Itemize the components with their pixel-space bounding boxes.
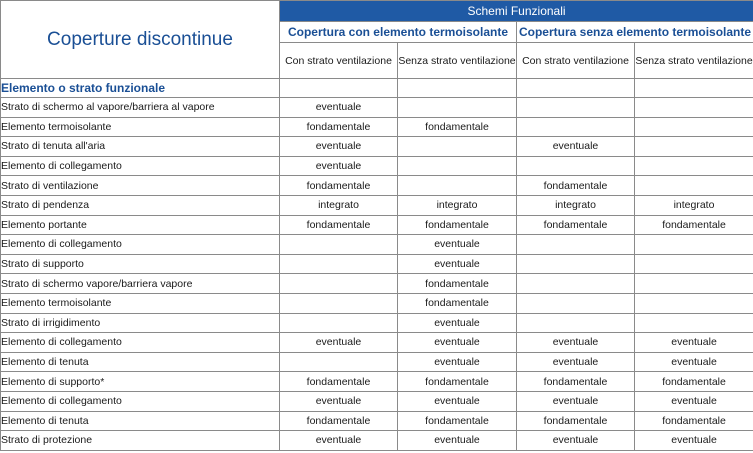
table-row bbox=[1, 372, 753, 392]
row-value-cell: eventuale bbox=[398, 352, 517, 372]
row-value-cell bbox=[398, 137, 517, 157]
row-value-cell: fondamentale bbox=[517, 372, 635, 392]
row-value-cell: integrato bbox=[517, 195, 635, 215]
row-value-cell: eventuale bbox=[398, 254, 517, 274]
table-row bbox=[1, 176, 753, 196]
row-label: Strato di pendenza bbox=[1, 195, 280, 215]
row-value-cell: eventuale bbox=[398, 333, 517, 353]
row-value-cell: integrato bbox=[635, 195, 753, 215]
row-value-cell: fondamentale bbox=[517, 215, 635, 235]
table-row bbox=[1, 156, 753, 176]
subheader-without-insulation-ventilated: Con strato ventilazione bbox=[517, 43, 635, 79]
group-header-with-insulation: Copertura con elemento termoisolante bbox=[280, 22, 517, 43]
row-value-cell: fondamentale bbox=[517, 411, 635, 431]
table-row bbox=[1, 137, 753, 157]
row-value-cell bbox=[280, 274, 398, 294]
row-value-cell: eventuale bbox=[398, 391, 517, 411]
row-value-cell: fondamentale bbox=[517, 176, 635, 196]
row-value-cell: eventuale bbox=[280, 431, 398, 451]
row-value-cell bbox=[280, 352, 398, 372]
row-value-cell: fondamentale bbox=[280, 215, 398, 235]
row-value-cell bbox=[517, 235, 635, 255]
table-row bbox=[1, 293, 753, 313]
row-label: Elemento termoisolante bbox=[1, 293, 280, 313]
row-value-cell bbox=[517, 254, 635, 274]
table-row bbox=[1, 313, 753, 333]
row-value-cell bbox=[280, 254, 398, 274]
row-value-cell: eventuale bbox=[280, 333, 398, 353]
table-row bbox=[1, 215, 753, 235]
row-label: Elemento di tenuta bbox=[1, 352, 280, 372]
row-value-cell: eventuale bbox=[517, 352, 635, 372]
row-value-cell bbox=[517, 293, 635, 313]
row-value-cell: eventuale bbox=[398, 235, 517, 255]
row-value-cell bbox=[635, 254, 753, 274]
row-label: Elemento di collegamento bbox=[1, 333, 280, 353]
row-label: Strato di ventilazione bbox=[1, 176, 280, 196]
section-row bbox=[1, 79, 753, 98]
page-title: Coperture discontinue bbox=[1, 1, 280, 79]
section-label: Elemento o strato funzionale bbox=[1, 79, 280, 98]
row-value-cell: integrato bbox=[398, 195, 517, 215]
row-value-cell: eventuale bbox=[517, 137, 635, 157]
row-value-cell: eventuale bbox=[398, 313, 517, 333]
row-label: Strato di irrigidimento bbox=[1, 313, 280, 333]
row-value-cell: eventuale bbox=[635, 333, 753, 353]
row-value-cell: eventuale bbox=[517, 431, 635, 451]
table-row bbox=[1, 431, 753, 451]
row-label: Strato di tenuta all'aria bbox=[1, 137, 280, 157]
table-row bbox=[1, 195, 753, 215]
table-row bbox=[1, 98, 753, 118]
row-value-cell: fondamentale bbox=[398, 117, 517, 137]
section-empty-cell bbox=[517, 79, 635, 98]
row-value-cell: eventuale bbox=[280, 137, 398, 157]
subheader-with-insulation-unventilated: Senza strato ventilazione bbox=[398, 43, 517, 79]
row-value-cell: eventuale bbox=[635, 352, 753, 372]
row-value-cell bbox=[398, 176, 517, 196]
row-value-cell: eventuale bbox=[280, 391, 398, 411]
row-label: Strato di schermo vapore/barriera vapore bbox=[1, 274, 280, 294]
row-value-cell: fondamentale bbox=[280, 411, 398, 431]
table-row bbox=[1, 254, 753, 274]
table-row bbox=[1, 352, 753, 372]
section-empty-cell bbox=[280, 79, 398, 98]
row-value-cell bbox=[517, 313, 635, 333]
schemi-funzionali-header: Schemi Funzionali bbox=[280, 1, 753, 22]
row-value-cell: fondamentale bbox=[280, 176, 398, 196]
row-value-cell bbox=[635, 274, 753, 294]
row-value-cell: eventuale bbox=[280, 98, 398, 118]
row-label: Strato di schermo al vapore/barriera al vapore bbox=[1, 98, 280, 118]
table-row bbox=[1, 235, 753, 255]
row-label: Elemento di collegamento bbox=[1, 391, 280, 411]
row-value-cell: fondamentale bbox=[635, 372, 753, 392]
table-row bbox=[1, 391, 753, 411]
row-value-cell bbox=[635, 117, 753, 137]
row-value-cell bbox=[517, 117, 635, 137]
row-value-cell: fondamentale bbox=[280, 117, 398, 137]
row-value-cell bbox=[398, 156, 517, 176]
row-value-cell: fondamentale bbox=[398, 274, 517, 294]
table-body bbox=[1, 79, 753, 451]
row-label: Elemento di supporto* bbox=[1, 372, 280, 392]
row-label: Strato di protezione bbox=[1, 431, 280, 451]
row-value-cell: fondamentale bbox=[635, 215, 753, 235]
row-label: Elemento di tenuta bbox=[1, 411, 280, 431]
row-value-cell: eventuale bbox=[398, 431, 517, 451]
row-label: Elemento portante bbox=[1, 215, 280, 235]
row-value-cell: fondamentale bbox=[398, 293, 517, 313]
row-value-cell: fondamentale bbox=[398, 215, 517, 235]
row-value-cell bbox=[398, 98, 517, 118]
row-value-cell bbox=[635, 176, 753, 196]
row-value-cell bbox=[517, 156, 635, 176]
table-row bbox=[1, 411, 753, 431]
row-value-cell: eventuale bbox=[635, 431, 753, 451]
section-empty-cell bbox=[635, 79, 753, 98]
subheader-without-insulation-unventilated: Senza strato ventilazione bbox=[635, 43, 753, 79]
table-row bbox=[1, 333, 753, 353]
group-header-without-insulation: Copertura senza elemento termoisolante bbox=[517, 22, 753, 43]
row-value-cell bbox=[635, 235, 753, 255]
row-value-cell bbox=[635, 293, 753, 313]
table-row bbox=[1, 117, 753, 137]
row-value-cell: fondamentale bbox=[635, 411, 753, 431]
row-value-cell: eventuale bbox=[635, 391, 753, 411]
row-label: Elemento di collegamento bbox=[1, 156, 280, 176]
row-value-cell bbox=[280, 235, 398, 255]
row-value-cell: eventuale bbox=[517, 391, 635, 411]
section-empty-cell bbox=[398, 79, 517, 98]
row-label: Elemento termoisolante bbox=[1, 117, 280, 137]
row-value-cell: eventuale bbox=[517, 333, 635, 353]
row-value-cell bbox=[280, 313, 398, 333]
row-value-cell bbox=[635, 137, 753, 157]
row-value-cell bbox=[635, 313, 753, 333]
row-value-cell: integrato bbox=[280, 195, 398, 215]
row-value-cell: fondamentale bbox=[398, 411, 517, 431]
row-value-cell bbox=[635, 98, 753, 118]
row-value-cell: eventuale bbox=[280, 156, 398, 176]
row-value-cell bbox=[517, 274, 635, 294]
subheader-with-insulation-ventilated: Con strato ventilazione bbox=[280, 43, 398, 79]
row-label: Strato di supporto bbox=[1, 254, 280, 274]
row-value-cell bbox=[280, 293, 398, 313]
row-label: Elemento di collegamento bbox=[1, 235, 280, 255]
row-value-cell bbox=[517, 98, 635, 118]
row-value-cell: fondamentale bbox=[280, 372, 398, 392]
row-value-cell bbox=[635, 156, 753, 176]
table-row bbox=[1, 274, 753, 294]
row-value-cell: fondamentale bbox=[398, 372, 517, 392]
